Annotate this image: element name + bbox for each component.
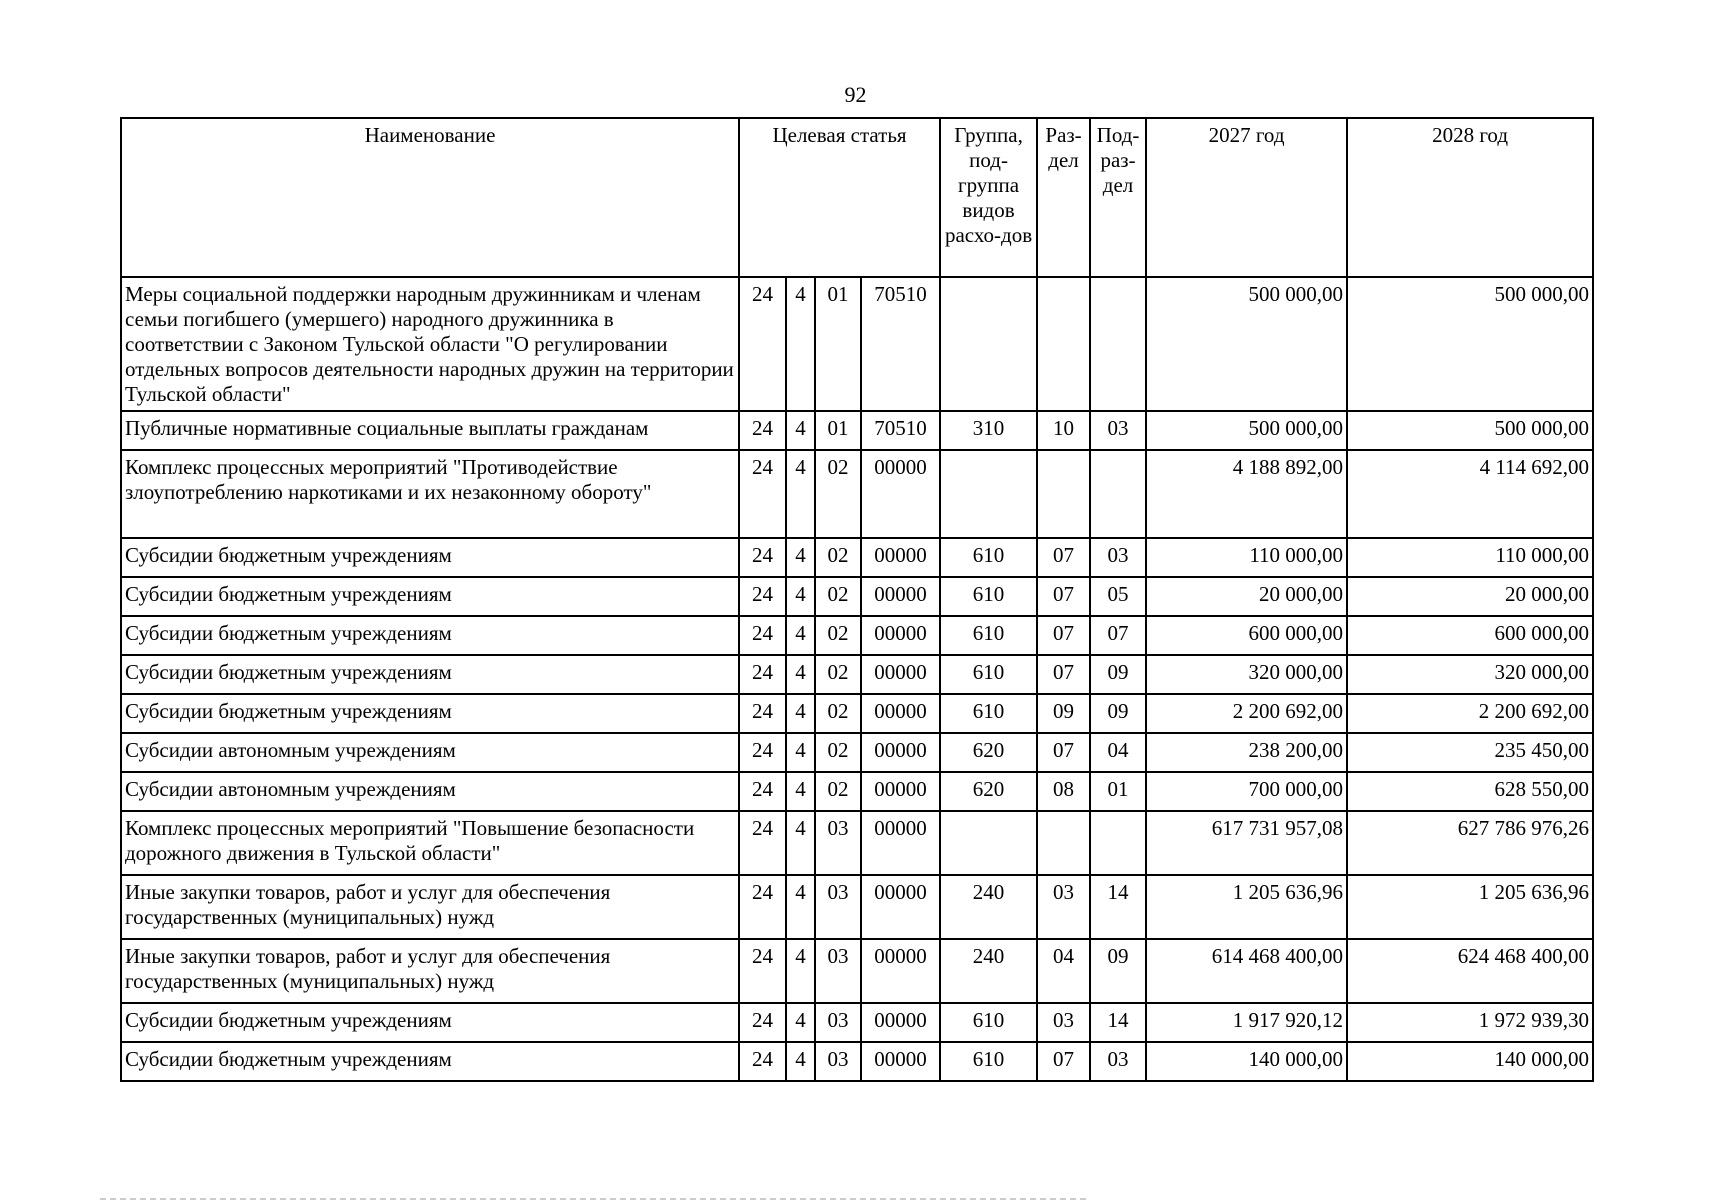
target-article-complex: 03 (815, 1003, 861, 1042)
subsection (1090, 450, 1146, 538)
amount-2027: 140 000,00 (1146, 1042, 1347, 1081)
row-name: Субсидии бюджетным учреждениям (121, 1042, 739, 1081)
amount-2028: 500 000,00 (1347, 277, 1593, 411)
row-name: Субсидии бюджетным учреждениям (121, 694, 739, 733)
target-article-code: 00000 (861, 655, 940, 694)
section: 07 (1037, 733, 1090, 772)
table-row (121, 939, 1593, 1003)
amount-2027: 500 000,00 (1146, 411, 1347, 450)
table-row (121, 733, 1593, 772)
amount-2028: 20 000,00 (1347, 577, 1593, 616)
target-article-program: 24 (739, 616, 786, 655)
section: 03 (1037, 1003, 1090, 1042)
table-row (121, 538, 1593, 577)
row-name: Субсидии бюджетным учреждениям (121, 1003, 739, 1042)
expense-group: 610 (940, 1042, 1037, 1081)
target-article-code: 00000 (861, 694, 940, 733)
target-article-type: 4 (786, 811, 815, 875)
header-subsection: Под-раз-дел (1090, 118, 1146, 277)
row-name: Субсидии бюджетным учреждениям (121, 538, 739, 577)
subsection: 03 (1090, 411, 1146, 450)
target-article-complex: 03 (815, 1042, 861, 1081)
table-row (121, 411, 1593, 450)
amount-2027: 110 000,00 (1146, 538, 1347, 577)
amount-2028: 628 550,00 (1347, 772, 1593, 811)
target-article-program: 24 (739, 577, 786, 616)
target-article-code: 00000 (861, 939, 940, 1003)
target-article-type: 4 (786, 655, 815, 694)
section (1037, 811, 1090, 875)
table-row (121, 694, 1593, 733)
target-article-type: 4 (786, 694, 815, 733)
table-body (121, 277, 1593, 1081)
target-article-complex: 02 (815, 538, 861, 577)
target-article-program: 24 (739, 538, 786, 577)
target-article-complex: 03 (815, 939, 861, 1003)
amount-2027: 1 917 920,12 (1146, 1003, 1347, 1042)
section: 07 (1037, 616, 1090, 655)
header-row (121, 118, 1593, 277)
subsection: 03 (1090, 538, 1146, 577)
table-row (121, 1003, 1593, 1042)
target-article-complex: 02 (815, 694, 861, 733)
expense-group (940, 811, 1037, 875)
table-row (121, 655, 1593, 694)
amount-2028: 1 205 636,96 (1347, 875, 1593, 939)
amount-2028: 140 000,00 (1347, 1042, 1593, 1081)
amount-2028: 627 786 976,26 (1347, 811, 1593, 875)
target-article-complex: 02 (815, 772, 861, 811)
table-row (121, 450, 1593, 538)
amount-2027: 2 200 692,00 (1146, 694, 1347, 733)
expense-group: 610 (940, 538, 1037, 577)
header-2028: 2028 год (1347, 118, 1593, 277)
section: 08 (1037, 772, 1090, 811)
expense-group: 310 (940, 411, 1037, 450)
table-row (121, 1042, 1593, 1081)
row-name: Комплекс процессных мероприятий "Противодействие злоупотреблению наркотиками и их незаконному обороту" (121, 450, 739, 538)
target-article-program: 24 (739, 694, 786, 733)
expense-group (940, 277, 1037, 411)
target-article-complex: 02 (815, 655, 861, 694)
subsection: 03 (1090, 1042, 1146, 1081)
expense-group: 610 (940, 694, 1037, 733)
amount-2028: 235 450,00 (1347, 733, 1593, 772)
subsection: 05 (1090, 577, 1146, 616)
target-article-type: 4 (786, 277, 815, 411)
section: 07 (1037, 538, 1090, 577)
row-name: Иные закупки товаров, работ и услуг для обеспечения государственных (муниципальных) нужд (121, 875, 739, 939)
subsection: 04 (1090, 733, 1146, 772)
amount-2028: 624 468 400,00 (1347, 939, 1593, 1003)
expense-group: 240 (940, 875, 1037, 939)
subsection (1090, 277, 1146, 411)
row-name: Публичные нормативные социальные выплаты гражданам (121, 411, 739, 450)
amount-2027: 700 000,00 (1146, 772, 1347, 811)
amount-2028: 110 000,00 (1347, 538, 1593, 577)
row-name: Субсидии автономным учреждениям (121, 772, 739, 811)
target-article-code: 00000 (861, 616, 940, 655)
table-row (121, 616, 1593, 655)
amount-2028: 4 114 692,00 (1347, 450, 1593, 538)
subsection: 09 (1090, 939, 1146, 1003)
target-article-complex: 02 (815, 733, 861, 772)
header-section: Раз-дел (1037, 118, 1090, 277)
target-article-code: 00000 (861, 577, 940, 616)
target-article-program: 24 (739, 733, 786, 772)
target-article-program: 24 (739, 277, 786, 411)
row-name: Субсидии бюджетным учреждениям (121, 655, 739, 694)
table-row (121, 811, 1593, 875)
subsection: 14 (1090, 1003, 1146, 1042)
target-article-type: 4 (786, 1003, 815, 1042)
table-row (121, 772, 1593, 811)
target-article-code: 70510 (861, 411, 940, 450)
target-article-code: 00000 (861, 875, 940, 939)
target-article-type: 4 (786, 772, 815, 811)
target-article-type: 4 (786, 1042, 815, 1081)
target-article-type: 4 (786, 616, 815, 655)
table-row (121, 577, 1593, 616)
section (1037, 450, 1090, 538)
table-row (121, 875, 1593, 939)
target-article-complex: 03 (815, 875, 861, 939)
expense-group: 610 (940, 577, 1037, 616)
amount-2027: 614 468 400,00 (1146, 939, 1347, 1003)
amount-2028: 600 000,00 (1347, 616, 1593, 655)
target-article-type: 4 (786, 411, 815, 450)
amount-2028: 1 972 939,30 (1347, 1003, 1593, 1042)
target-article-program: 24 (739, 1003, 786, 1042)
target-article-code: 00000 (861, 811, 940, 875)
amount-2027: 500 000,00 (1146, 277, 1347, 411)
target-article-code: 70510 (861, 277, 940, 411)
target-article-program: 24 (739, 875, 786, 939)
target-article-program: 24 (739, 939, 786, 1003)
section: 07 (1037, 1042, 1090, 1081)
target-article-code: 00000 (861, 538, 940, 577)
subsection (1090, 811, 1146, 875)
subsection: 09 (1090, 694, 1146, 733)
target-article-type: 4 (786, 939, 815, 1003)
target-article-complex: 02 (815, 450, 861, 538)
row-name: Комплекс процессных мероприятий "Повышение безопасности дорожного движения в Тульской области" (121, 811, 739, 875)
target-article-complex: 02 (815, 616, 861, 655)
subsection: 09 (1090, 655, 1146, 694)
row-name: Иные закупки товаров, работ и услуг для обеспечения государственных (муниципальных) нужд (121, 939, 739, 1003)
target-article-complex: 03 (815, 811, 861, 875)
target-article-code: 00000 (861, 1003, 940, 1042)
target-article-type: 4 (786, 450, 815, 538)
amount-2027: 600 000,00 (1146, 616, 1347, 655)
expense-group: 240 (940, 939, 1037, 1003)
target-article-type: 4 (786, 538, 815, 577)
target-article-type: 4 (786, 733, 815, 772)
header-target-article: Целевая статья (739, 118, 940, 277)
amount-2027: 4 188 892,00 (1146, 450, 1347, 538)
amount-2027: 320 000,00 (1146, 655, 1347, 694)
target-article-program: 24 (739, 1042, 786, 1081)
target-article-code: 00000 (861, 450, 940, 538)
section: 04 (1037, 939, 1090, 1003)
row-name: Субсидии автономным учреждениям (121, 733, 739, 772)
target-article-program: 24 (739, 811, 786, 875)
budget-table (120, 117, 1594, 1082)
expense-group (940, 450, 1037, 538)
amount-2027: 1 205 636,96 (1146, 875, 1347, 939)
section: 09 (1037, 694, 1090, 733)
section: 07 (1037, 655, 1090, 694)
subsection: 14 (1090, 875, 1146, 939)
amount-2028: 320 000,00 (1347, 655, 1593, 694)
target-article-code: 00000 (861, 733, 940, 772)
target-article-type: 4 (786, 875, 815, 939)
target-article-program: 24 (739, 655, 786, 694)
expense-group: 620 (940, 772, 1037, 811)
amount-2028: 2 200 692,00 (1347, 694, 1593, 733)
amount-2027: 238 200,00 (1146, 733, 1347, 772)
target-article-code: 00000 (861, 1042, 940, 1081)
section (1037, 277, 1090, 411)
target-article-code: 00000 (861, 772, 940, 811)
target-article-program: 24 (739, 411, 786, 450)
amount-2028: 500 000,00 (1347, 411, 1593, 450)
target-article-type: 4 (786, 577, 815, 616)
target-article-program: 24 (739, 450, 786, 538)
section: 07 (1037, 577, 1090, 616)
header-name: Наименование (121, 118, 739, 277)
expense-group: 610 (940, 1003, 1037, 1042)
header-group: Группа, под-группа видов расхо-дов (940, 118, 1037, 277)
table-row (121, 277, 1593, 411)
section: 10 (1037, 411, 1090, 450)
header-2027: 2027 год (1146, 118, 1347, 277)
amount-2027: 20 000,00 (1146, 577, 1347, 616)
row-name: Субсидии бюджетным учреждениям (121, 616, 739, 655)
target-article-complex: 01 (815, 411, 861, 450)
subsection: 01 (1090, 772, 1146, 811)
subsection: 07 (1090, 616, 1146, 655)
row-name: Субсидии бюджетным учреждениям (121, 577, 739, 616)
target-article-program: 24 (739, 772, 786, 811)
expense-group: 610 (940, 616, 1037, 655)
page-number: 92 (844, 82, 867, 107)
target-article-complex: 02 (815, 577, 861, 616)
expense-group: 620 (940, 733, 1037, 772)
target-article-complex: 01 (815, 277, 861, 411)
section: 03 (1037, 875, 1090, 939)
expense-group: 610 (940, 655, 1037, 694)
row-name: Меры социальной поддержки народным дружинникам и членам семьи погибшего (умершего) народного дружинника в соответствии с Законом Тульской области "О регулировании отдельных вопросов деятельности народных дружин на территории Тульской области" (121, 277, 739, 411)
amount-2027: 617 731 957,08 (1146, 811, 1347, 875)
